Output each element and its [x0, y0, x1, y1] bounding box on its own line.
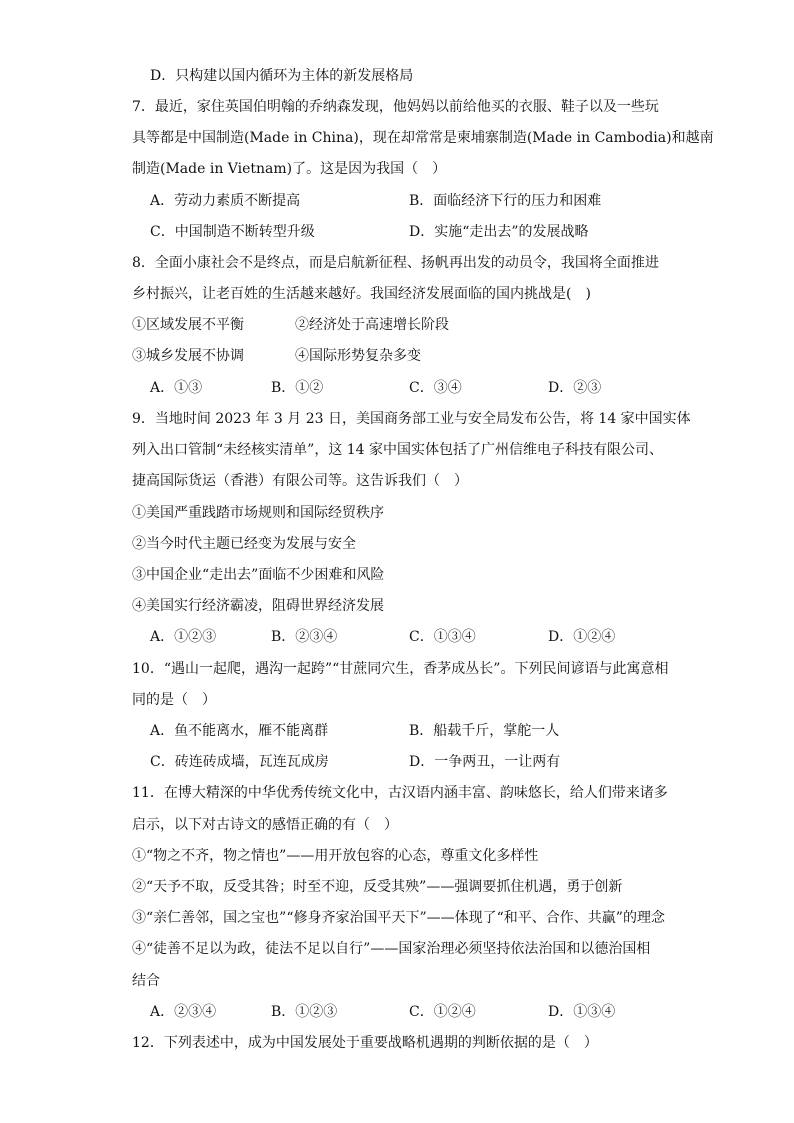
question-9-stem: 9．当地时间 2023 年 3 月 23 日，美国商务部工业与安全局发布公告，将 14 家中国实体 — [132, 411, 691, 427]
q9-option-a: A．①②③ — [150, 629, 217, 645]
q9-option-d: D．①②④ — [548, 629, 616, 645]
q7-option-b: B．面临经济下行的压力和困难 — [409, 193, 602, 209]
q8-option-a: A．①③ — [150, 380, 203, 396]
q11-statement-1: ①“物之不齐，物之情也”——用开放包容的心态，尊重文化多样性 — [132, 848, 539, 864]
q7-option-c: C．中国制造不断转型升级 — [150, 224, 315, 240]
q8-statement-1: ①区域发展不平衡 — [132, 317, 244, 333]
q9-statement-3: ③中国企业“走出去”面临不少困难和风险 — [132, 567, 385, 583]
q11-option-d: D．①③④ — [548, 1004, 616, 1020]
q9-option-c: C．①③④ — [409, 629, 476, 645]
question-9-stem-2: 列入出口管制“未经核实清单”，这 14 家中国实体包括了广州信维电子科技有限公司、 — [132, 442, 664, 458]
q8-statement-4: ④国际形势复杂多变 — [295, 348, 421, 364]
q8-statement-3: ③城乡发展不协调 — [132, 348, 244, 364]
q9-option-b: B．②③④ — [271, 629, 338, 645]
q10-option-d: D．一争两丑，一让两有 — [409, 754, 561, 770]
q11-option-c: C．①②④ — [409, 1004, 476, 1020]
question-8-stem-2: 乡村振兴，让老百姓的生活越来越好。我国经济发展面临的国内挑战是( ) — [132, 286, 591, 302]
question-8-stem: 8．全面小康社会不是终点，而是启航新征程、扬帆再出发的动员令，我国将全面推进 — [132, 255, 659, 271]
question-7-stem-2: 具等都是中国制造(Made in China)，现在却常常是柬埔寨制造(Made in Cambodia)和越南 — [132, 130, 714, 146]
q11-statement-3: ③“亲仁善邻，国之宝也”“修身齐家治国平天下”——体现了“和平、合作、共赢”的理念 — [132, 910, 665, 926]
q8-option-b: B．①② — [271, 380, 324, 396]
q8-option-d: D．②③ — [548, 380, 602, 396]
q11-statement-4-cont: 结合 — [132, 973, 160, 989]
q7-option-a: A．劳动力素质不断提高 — [150, 193, 301, 209]
q9-statement-4: ④美国实行经济霸凌，阻碍世界经济发展 — [132, 598, 384, 614]
question-7-stem: 7．最近，家住英国伯明翰的乔纳森发现，他妈妈以前给他买的衣服、鞋子以及一些玩 — [132, 99, 659, 115]
option-d-prev: D．只构建以国内循环为主体的新发展格局 — [150, 68, 414, 84]
q11-statement-2: ②“天予不取，反受其咎；时至不迎，反受其殃”——强调要抓住机遇，勇于创新 — [132, 879, 623, 895]
q10-option-a: A．鱼不能离水，雁不能离群 — [150, 723, 329, 739]
q10-option-b: B．船载千斤，掌舵一人 — [409, 723, 560, 739]
question-11-stem: 11．在博大精深的中华优秀传统文化中，古汉语内涵丰富、韵味悠长，给人们带来诸多 — [132, 785, 668, 801]
q10-option-c: C．砖连砖成墙，瓦连瓦成房 — [150, 754, 329, 770]
q7-option-d: D．实施“走出去”的发展战略 — [409, 224, 589, 240]
question-9-stem-3: 捷高国际货运（香港）有限公司等。这告诉我们（ ） — [132, 473, 468, 489]
q8-option-c: C．③④ — [409, 380, 462, 396]
question-7-stem-3: 制造(Made in Vietnam)了。这是因为我国（ ） — [132, 161, 447, 177]
q9-statement-1: ①美国严重践踏市场规则和国际经贸秩序 — [132, 505, 384, 521]
q8-statement-2: ②经济处于高速增长阶段 — [295, 317, 449, 333]
q11-option-b: B．①②③ — [271, 1004, 338, 1020]
question-10-stem: 10．“遇山一起爬，遇沟一起跨”“甘蔗同穴生，香茅成丛长”。下列民间谚语与此寓意相 — [132, 661, 669, 677]
question-11-stem-2: 启示，以下对古诗文的感悟正确的有（ ） — [132, 817, 398, 833]
q11-statement-4: ④“徒善不足以为政，徒法不足以自行”——国家治理必须坚持依法治国和以德治国相 — [132, 941, 651, 957]
q11-option-a: A．②③④ — [150, 1004, 217, 1020]
question-12-stem: 12．下列表述中，成为中国发展处于重要战略机遇期的判断依据的是（ ） — [132, 1035, 598, 1051]
q9-statement-2: ②当今时代主题已经变为发展与安全 — [132, 536, 356, 552]
question-10-stem-2: 同的是（ ） — [132, 692, 216, 708]
